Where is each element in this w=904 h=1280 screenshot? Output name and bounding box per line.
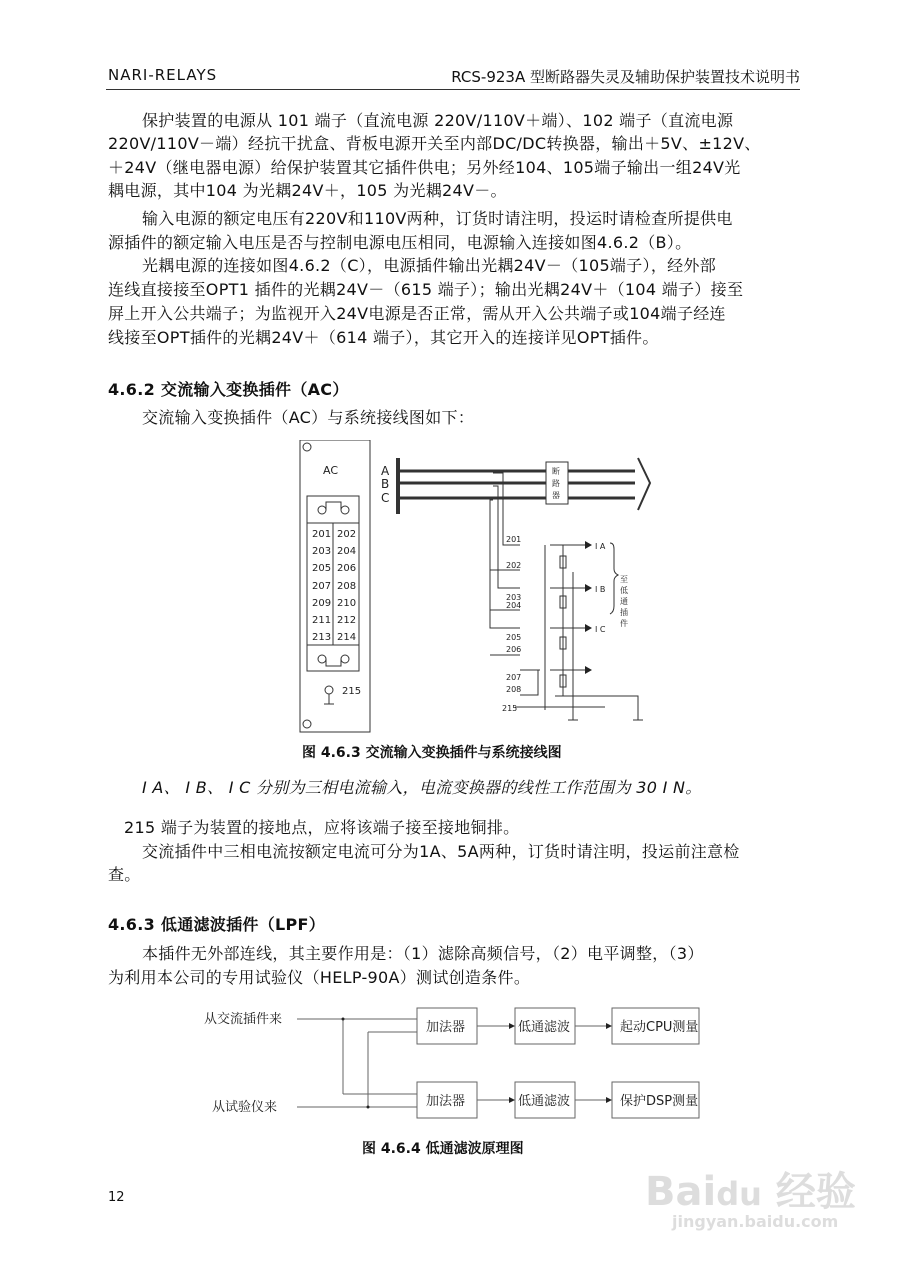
terminal: 202 bbox=[506, 561, 522, 570]
terminal: 211 bbox=[312, 615, 332, 626]
terminal: 201 bbox=[312, 529, 332, 540]
header-right: RCS-923A 型断路器失灵及辅助保护装置技术说明书 bbox=[451, 68, 800, 86]
filter-label: 低通滤波 bbox=[518, 1094, 571, 1109]
output-label: 起动CPU测量 bbox=[620, 1020, 699, 1035]
terminal: 203 bbox=[312, 546, 332, 557]
to-lpf-label: 通 bbox=[620, 597, 628, 606]
output-label: I A bbox=[595, 542, 606, 551]
panel-label: AC bbox=[323, 464, 339, 477]
text-line: 连线直接接至OPT1 插件的光耦24V－（615 端子）；输出光耦24V＋（104 端子）接至 bbox=[108, 280, 744, 299]
text-line: 本插件无外部连线，其主要作用是：（1）滤除高频信号，（2）电平调整，（3） bbox=[142, 944, 704, 963]
terminal: 205 bbox=[312, 563, 332, 574]
text-line: 交流输入变换插件（AC）与系统接线图如下： bbox=[142, 408, 475, 427]
adder-label: 加法器 bbox=[426, 1094, 466, 1109]
text-line: 光耦电源的连接如图4.6.2（C），电源插件输出光耦24V－（105端子），经外部 bbox=[142, 256, 717, 275]
terminal: 202 bbox=[337, 529, 357, 540]
to-lpf-label: 低 bbox=[620, 586, 628, 595]
figure-caption: 图 4.6.3 交流输入变换插件与系统接线图 bbox=[302, 745, 562, 761]
terminal: 210 bbox=[337, 598, 357, 609]
terminal: 206 bbox=[337, 563, 357, 574]
breaker-label: 器 bbox=[552, 491, 560, 500]
text-line: 耦电源，其中104 为光耦24V＋，105 为光耦24V－。 bbox=[108, 181, 507, 200]
terminal: 209 bbox=[312, 598, 332, 609]
to-lpf-label: 插 bbox=[620, 608, 628, 617]
text-line: 交流插件中三相电流按额定电流可分为1A、5A两种，订货时请注明，投运前注意检 bbox=[142, 842, 740, 861]
page-number: 12 bbox=[108, 1190, 125, 1205]
lpf-block-diagram bbox=[190, 1000, 720, 1130]
text-line: 查。 bbox=[108, 865, 141, 884]
ground-terminal: 215 bbox=[502, 704, 518, 713]
filter-label: 低通滤波 bbox=[518, 1020, 571, 1035]
section-heading: 4.6.3 低通滤波插件（LPF） bbox=[108, 915, 326, 934]
text-line: 220V/110V－端）经抗干扰盒、背板电源开关至内部DC/DC转换器，输出＋5V、±12V、 bbox=[108, 134, 761, 153]
terminal: 204 bbox=[506, 601, 522, 610]
to-lpf-label: 件 bbox=[620, 619, 628, 628]
terminal: 213 bbox=[312, 632, 332, 643]
phase-label: B bbox=[381, 477, 390, 491]
ac-wiring-diagram bbox=[290, 440, 660, 740]
text-line: 保护装置的电源从 101 端子（直流电源 220V/110V＋端）、102 端子（直流电源 bbox=[142, 111, 734, 130]
terminal: 212 bbox=[337, 615, 357, 626]
terminal: 203 bbox=[506, 593, 522, 602]
terminal: 208 bbox=[337, 581, 357, 592]
header-left: NARI-RELAYS bbox=[108, 66, 218, 84]
terminal: 207 bbox=[312, 581, 332, 592]
phase-label: C bbox=[381, 491, 390, 505]
phase-label: A bbox=[381, 464, 390, 478]
output-label: 保护DSP测量 bbox=[620, 1094, 699, 1109]
text-line: I A、 I B、 I C 分别为三相电流输入，电流变换器的线性工作范围为 30 I N。 bbox=[142, 778, 702, 797]
header-rule bbox=[106, 89, 800, 90]
ground-terminal: 215 bbox=[342, 686, 362, 697]
text-line: 线接至OPT插件的光耦24V＋（614 端子），其它开入的连接详见OPT插件。 bbox=[108, 328, 659, 347]
terminal: 205 bbox=[506, 633, 522, 642]
input-label: 从交流插件来 bbox=[204, 1012, 283, 1027]
watermark-url: jingyan.baidu.com bbox=[672, 1212, 839, 1231]
terminal: 214 bbox=[337, 632, 357, 643]
output-label: I C bbox=[595, 625, 606, 634]
watermark-logo: Baidu 经验 bbox=[645, 1169, 856, 1215]
terminal: 201 bbox=[506, 535, 522, 544]
section-heading: 4.6.2 交流输入变换插件（AC） bbox=[108, 380, 349, 399]
output-label: I B bbox=[595, 585, 606, 594]
text-line: 源插件的额定输入电压是否与控制电源电压相同，电源输入连接如图4.6.2（B）。 bbox=[108, 233, 692, 252]
text-line: 215 端子为装置的接地点，应将该端子接至接地铜排。 bbox=[124, 818, 520, 837]
terminal: 208 bbox=[506, 685, 522, 694]
text-line: 屏上开入公共端子；为监视开入24V电源是否正常，需从开入公共端子或104端子经连 bbox=[108, 304, 726, 323]
terminal: 206 bbox=[506, 645, 522, 654]
text-line: ＋24V（继电器电源）给保护装置其它插件供电；另外经104、105端子输出一组24V光 bbox=[108, 158, 741, 177]
adder-label: 加法器 bbox=[426, 1020, 466, 1035]
text-line: 输入电源的额定电压有220V和110V两种，订货时请注明，投运时请检查所提供电 bbox=[142, 209, 733, 228]
to-lpf-label: 至 bbox=[620, 575, 628, 584]
breaker-label: 路 bbox=[552, 479, 560, 488]
input-label: 从试验仪来 bbox=[212, 1100, 278, 1115]
breaker-label: 断 bbox=[552, 467, 560, 476]
terminal: 204 bbox=[337, 546, 357, 557]
text-line: 为利用本公司的专用试验仪（HELP-90A）测试创造条件。 bbox=[108, 968, 531, 987]
terminal: 207 bbox=[506, 673, 522, 682]
figure-caption: 图 4.6.4 低通滤波原理图 bbox=[362, 1141, 524, 1157]
